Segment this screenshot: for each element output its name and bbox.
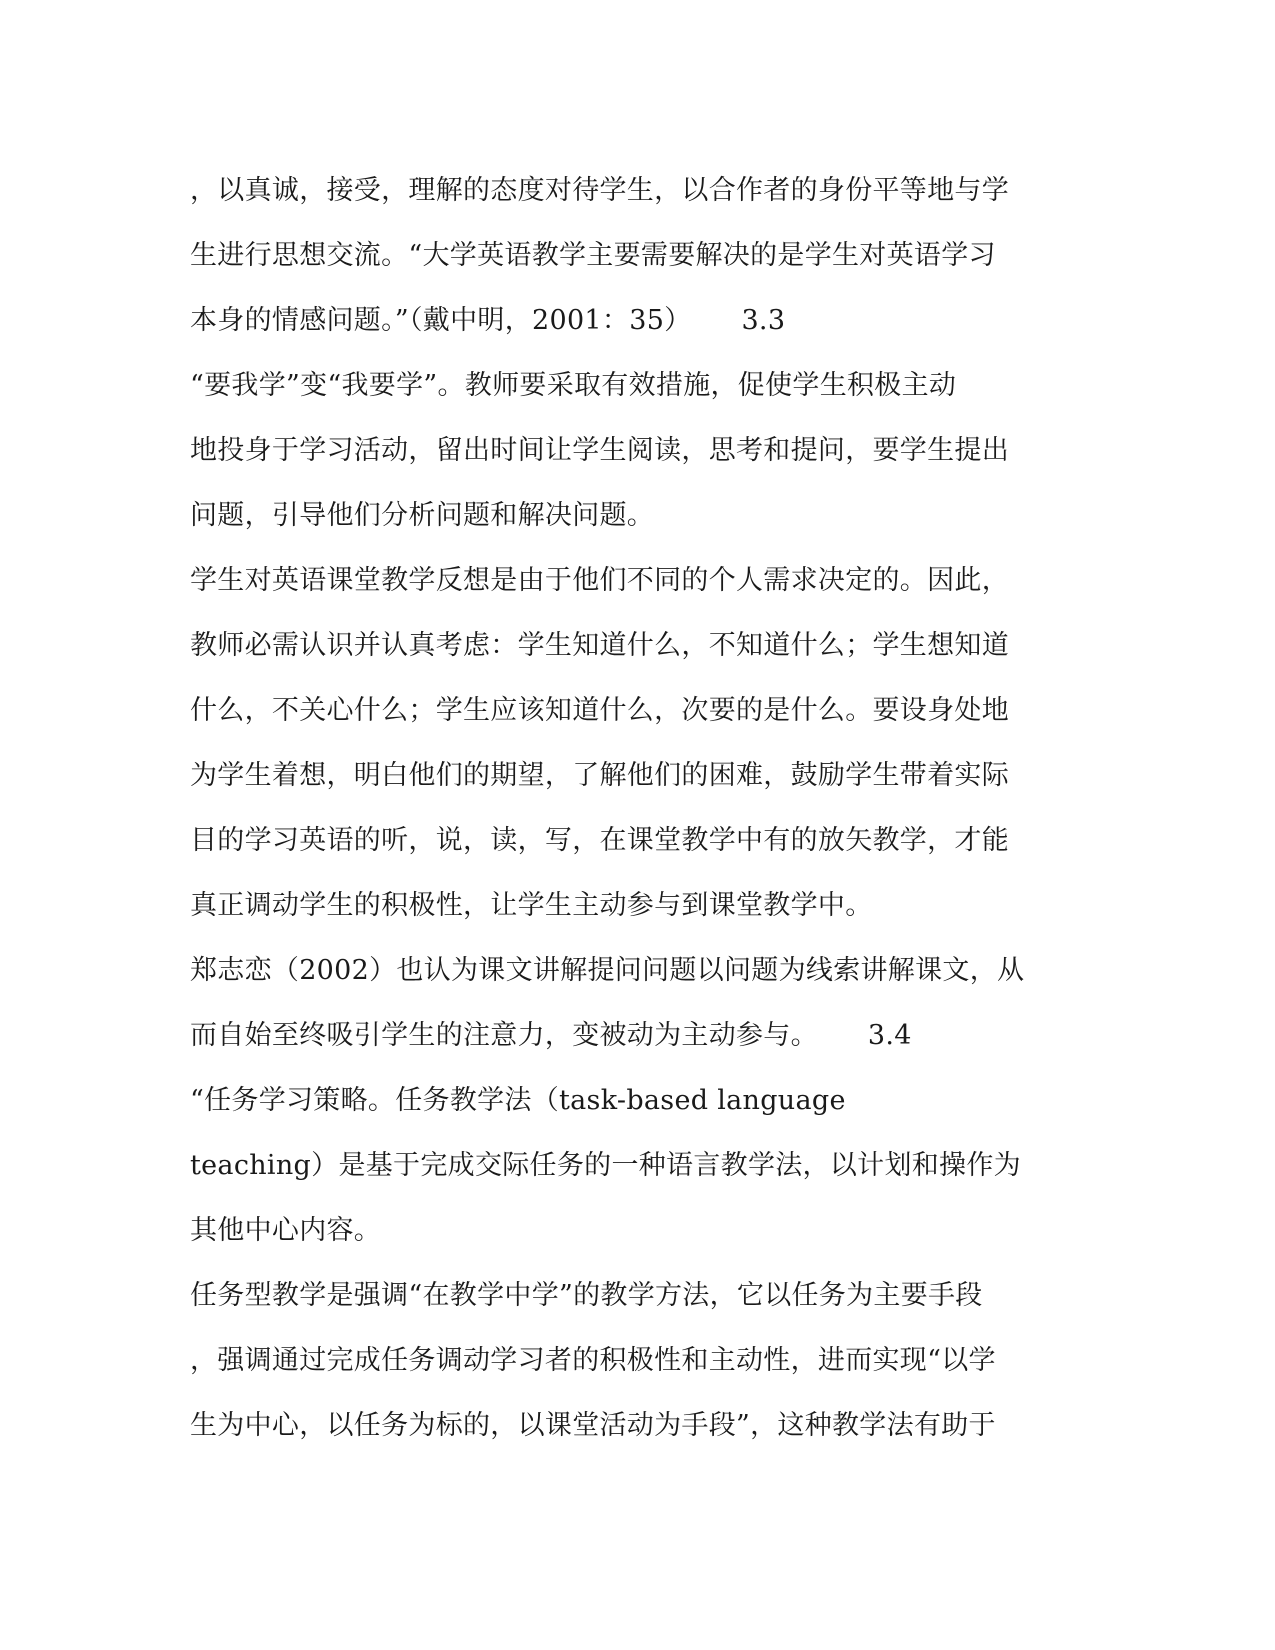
text-line: 什么，不关心什么；学生应该知道什么，次要的是什么。要设身处地 xyxy=(190,695,1009,726)
text-line: 地投身于学习活动，留出时间让学生阅读，思考和提问，要学生提出 xyxy=(190,435,1009,466)
text-line: 真正调动学生的积极性，让学生主动参与到课堂教学中。 xyxy=(190,890,873,921)
text-line: “要我学”变“我要学”。教师要采取有效措施，促使学生积极主动 xyxy=(190,370,957,401)
text-line: 任务型教学是强调“在教学中学”的教学方法，它以任务为主要手段 xyxy=(190,1280,983,1311)
text-line: 生为中心，以任务为标的，以课堂活动为手段”，这种教学法有助于 xyxy=(190,1410,996,1441)
text-line: 生进行思想交流。“大学英语教学主要需要解决的是学生对英语学习 xyxy=(190,240,996,271)
text-line: 其他中心内容。 xyxy=(190,1215,382,1246)
text-line: ，以真诚，接受，理解的态度对待学生，以合作者的身份平等地与学 xyxy=(190,175,1009,206)
text-line: 学生对英语课堂教学反想是由于他们不同的个人需求决定的。因此， xyxy=(190,565,1009,596)
text-line: “任务学习策略。任务教学法（task-based language xyxy=(190,1085,846,1116)
text-line: 问题，引导他们分析问题和解决问题。 xyxy=(190,500,655,531)
text-line: 目的学习英语的听，说，读，写，在课堂教学中有的放矢教学，才能 xyxy=(190,825,1009,856)
text-line: 教师必需认识并认真考虑：学生知道什么，不知道什么；学生想知道 xyxy=(190,630,1009,661)
document-body xyxy=(190,158,1070,1458)
text-line: ，强调通过完成任务调动学习者的积极性和主动性，进而实现“以学 xyxy=(190,1345,996,1376)
text-line: 郑志恋（2002）也认为课文讲解提问问题以问题为线索讲解课文，从 xyxy=(190,955,1025,986)
text-line: 而自始至终吸引学生的注意力，变被动为主动参与。 3.4 xyxy=(190,1020,912,1051)
text-line: teaching）是基于完成交际任务的一种语言教学法，以计划和操作为 xyxy=(190,1150,1021,1181)
text-line: 本身的情感问题。”（戴中明，2001：35） 3.3 xyxy=(190,305,786,336)
text-line: 为学生着想，明白他们的期望，了解他们的困难，鼓励学生带着实际 xyxy=(190,760,1009,791)
